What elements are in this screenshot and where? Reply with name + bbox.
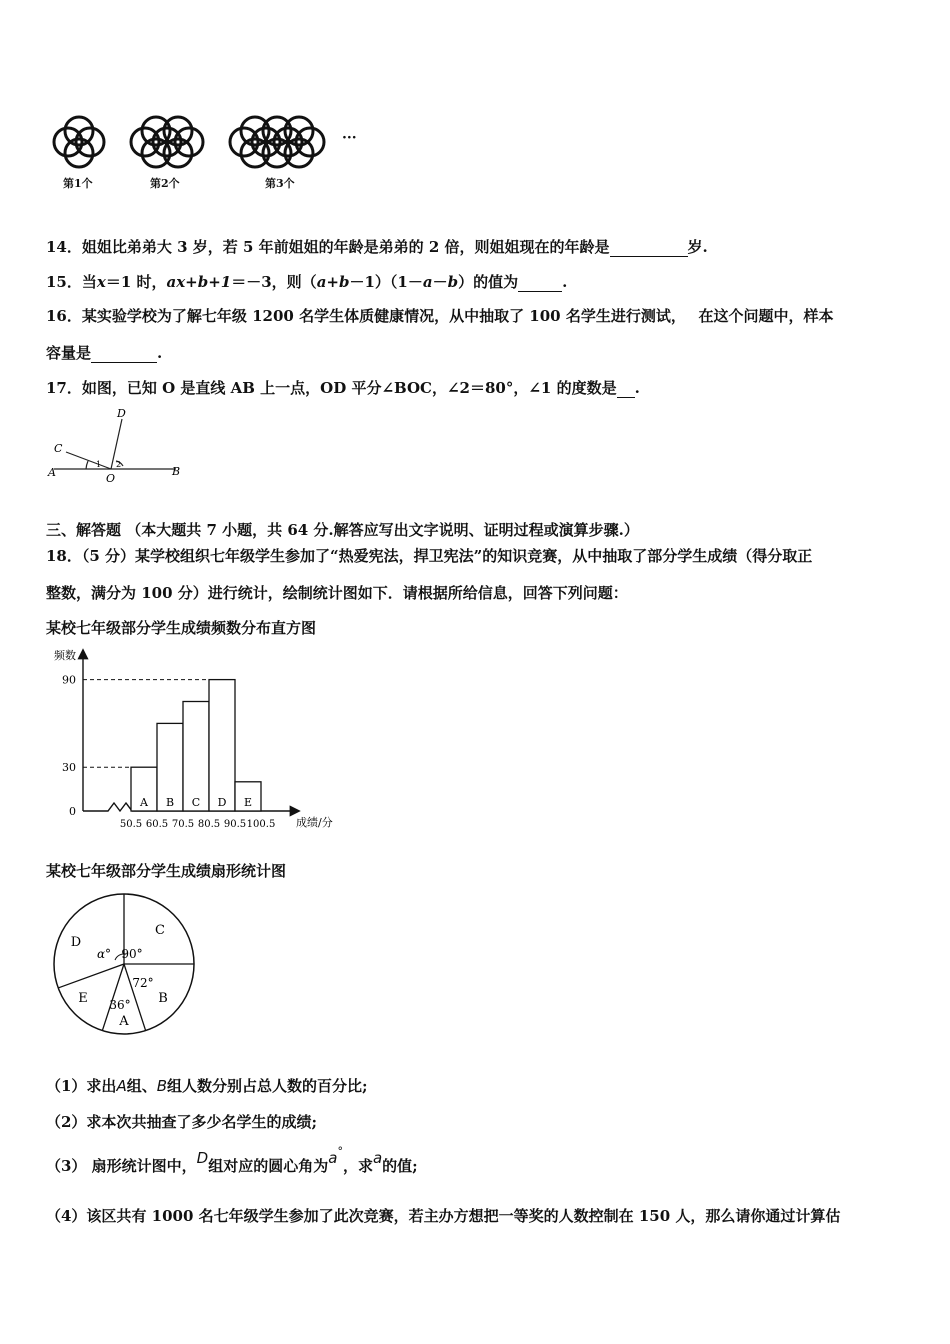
q15-expr: a+b	[316, 273, 350, 291]
pie-label-C: C	[155, 923, 165, 938]
bar-label-B: B	[165, 796, 175, 809]
bar-label-E: E	[243, 796, 253, 809]
x-tick-label: 70.5	[171, 819, 195, 830]
sq1-var-b: B	[156, 1077, 168, 1095]
bar-label-D: D	[217, 796, 227, 809]
bar-C	[183, 702, 209, 812]
ring-group-2	[131, 117, 203, 167]
q16-text: 容量是	[46, 344, 92, 362]
label-b: B	[172, 465, 181, 478]
q15-part: －	[432, 273, 448, 291]
pie-label-E: E	[78, 991, 88, 1006]
pie-label-D: D	[70, 935, 82, 950]
q15-part: ＝－3，则（	[231, 273, 317, 291]
x-axis-label: 成绩/分	[296, 816, 333, 829]
q15-var-a: a	[422, 273, 433, 291]
q15-var-b: b	[447, 273, 459, 291]
pie-chart	[46, 892, 206, 1042]
ring-caption-1: 第1个	[63, 177, 93, 190]
ring-group-3	[230, 117, 324, 167]
rings-figure	[46, 108, 376, 198]
x-tick-label: 50.5	[119, 819, 143, 830]
q15-var-x: x	[96, 273, 106, 291]
q15-answer-blank[interactable]	[518, 273, 562, 292]
sq3-var-a2: a	[372, 1149, 383, 1167]
sq3-text: 组对应的圆心角为	[208, 1157, 329, 1175]
question-18-line-2: 整数，满分为 100 分）进行统计，绘制统计图如下．请根据所给信息，回答下列问题：	[46, 584, 628, 602]
y-tick-label: 0	[69, 805, 76, 818]
sq1-var-a: A	[116, 1077, 127, 1095]
ray-oc	[66, 452, 111, 469]
y-axis-label: 频数	[54, 649, 76, 662]
ring-caption-3: 第3个	[265, 177, 295, 190]
question-18-line-1: 18．（5 分）某学校组织七年级学生参加了“热爱宪法，捍卫宪法”的知识竞赛，从中抽取了部分学生成绩（得分取正	[46, 547, 813, 565]
q15-part: 15．当	[46, 273, 97, 291]
q15-part: ）的值为	[458, 273, 519, 291]
bar-label-A: A	[140, 796, 148, 809]
label-angle-2: 2	[116, 460, 122, 469]
q15-part: －1）（1－	[349, 273, 423, 291]
q17-tail: .	[634, 379, 640, 397]
question-16-line-1: 16．某实验学校为了解七年级 1200 名学生体质健康情况，从中抽取了 100 名学生进行测试， 在这个问题中，样本	[46, 307, 834, 325]
sq1-text: 组人数分别占总人数的百分比;	[167, 1077, 368, 1095]
bar-D	[209, 680, 235, 811]
pie-label-B: B	[158, 991, 168, 1006]
subquestion-2: （2）求本次共抽查了多少名学生的成绩;	[46, 1113, 317, 1131]
q14-tail: 岁.	[687, 238, 708, 256]
sq1-text: 组、	[126, 1077, 157, 1095]
pie-angle-label-A: 36°	[109, 998, 131, 1012]
subquestion-3	[46, 1145, 418, 1176]
sq3-var-d: D	[196, 1149, 209, 1167]
arc-1	[86, 461, 88, 469]
label-c: C	[54, 442, 63, 455]
bar-label-C: C	[191, 796, 201, 809]
rings-svg	[46, 108, 376, 198]
q15-tail: .	[562, 273, 568, 291]
q15-part: ＝1 时，	[105, 273, 167, 291]
x-tick-label: 100.5	[246, 819, 276, 830]
question-17	[46, 377, 640, 398]
sq3-text: 的值;	[382, 1157, 418, 1175]
sq3-var-a: a	[328, 1149, 338, 1167]
ring-group-1	[54, 117, 104, 167]
q14-answer-blank[interactable]	[610, 238, 688, 257]
sq3-degree: °	[337, 1145, 343, 1158]
ring-caption-2: 第2个	[150, 177, 180, 190]
q17-text: 17．如图，已知 O 是直线 AB 上一点，OD 平分∠BOC，∠2＝80°，∠1 的度数是	[46, 379, 617, 397]
sq1-text: （1）求出	[46, 1077, 117, 1095]
pie-svg	[46, 892, 206, 1042]
question-14	[46, 236, 708, 257]
x-tick-label: 90.5	[223, 819, 247, 830]
pie-angle-label-B: 72°	[132, 976, 154, 990]
y-tick-label: 90	[62, 673, 76, 687]
histogram-chart	[46, 645, 346, 835]
subquestion-1	[46, 1075, 368, 1096]
x-tick-label: 60.5	[145, 819, 169, 830]
label-angle-1: 1	[96, 460, 102, 469]
pie-angle-label-C: 90°	[121, 947, 143, 961]
sq3-text: ，求	[342, 1157, 373, 1175]
pie-label-A: A	[119, 1014, 129, 1029]
x-tick-label: 80.5	[197, 819, 221, 830]
angle-figure-svg	[46, 405, 186, 485]
q17-answer-blank[interactable]	[617, 379, 635, 398]
q16-tail: .	[157, 344, 163, 362]
sq3-text: （3） 扇形统计图中，	[46, 1157, 197, 1175]
label-a: A	[48, 466, 56, 479]
subquestion-4: （4）该区共有 1000 名七年级学生参加了此次竞赛，若主办方想把一等奖的人数控制在 150 人，那么请你通过计算估	[46, 1207, 841, 1225]
pie-title: 某校七年级部分学生成绩扇形统计图	[46, 862, 287, 880]
pie-angle-label-D: α°	[96, 947, 112, 961]
q15-expr: ax+b+1	[166, 273, 232, 291]
q16-answer-blank[interactable]	[91, 344, 157, 363]
section-3-heading: 三、解答题 （本大题共 7 小题，共 64 分.解答应写出文字说明、证明过程或演算步骤.）	[46, 521, 639, 539]
y-tick-label: 30	[62, 761, 76, 775]
ring-ellipsis: ···	[342, 130, 357, 146]
histogram-title: 某校七年级部分学生成绩频数分布直方图	[46, 619, 317, 637]
histogram-svg	[46, 645, 346, 835]
label-o: O	[106, 472, 116, 485]
question-15	[46, 271, 567, 292]
q14-text: 14．姐姐比弟弟大 3 岁，若 5 年前姐姐的年龄是弟弟的 2 倍，则姐姐现在的年龄是	[46, 238, 610, 256]
question-16-line-2	[46, 342, 162, 363]
angle-figure	[46, 405, 186, 485]
label-d: D	[117, 407, 126, 420]
